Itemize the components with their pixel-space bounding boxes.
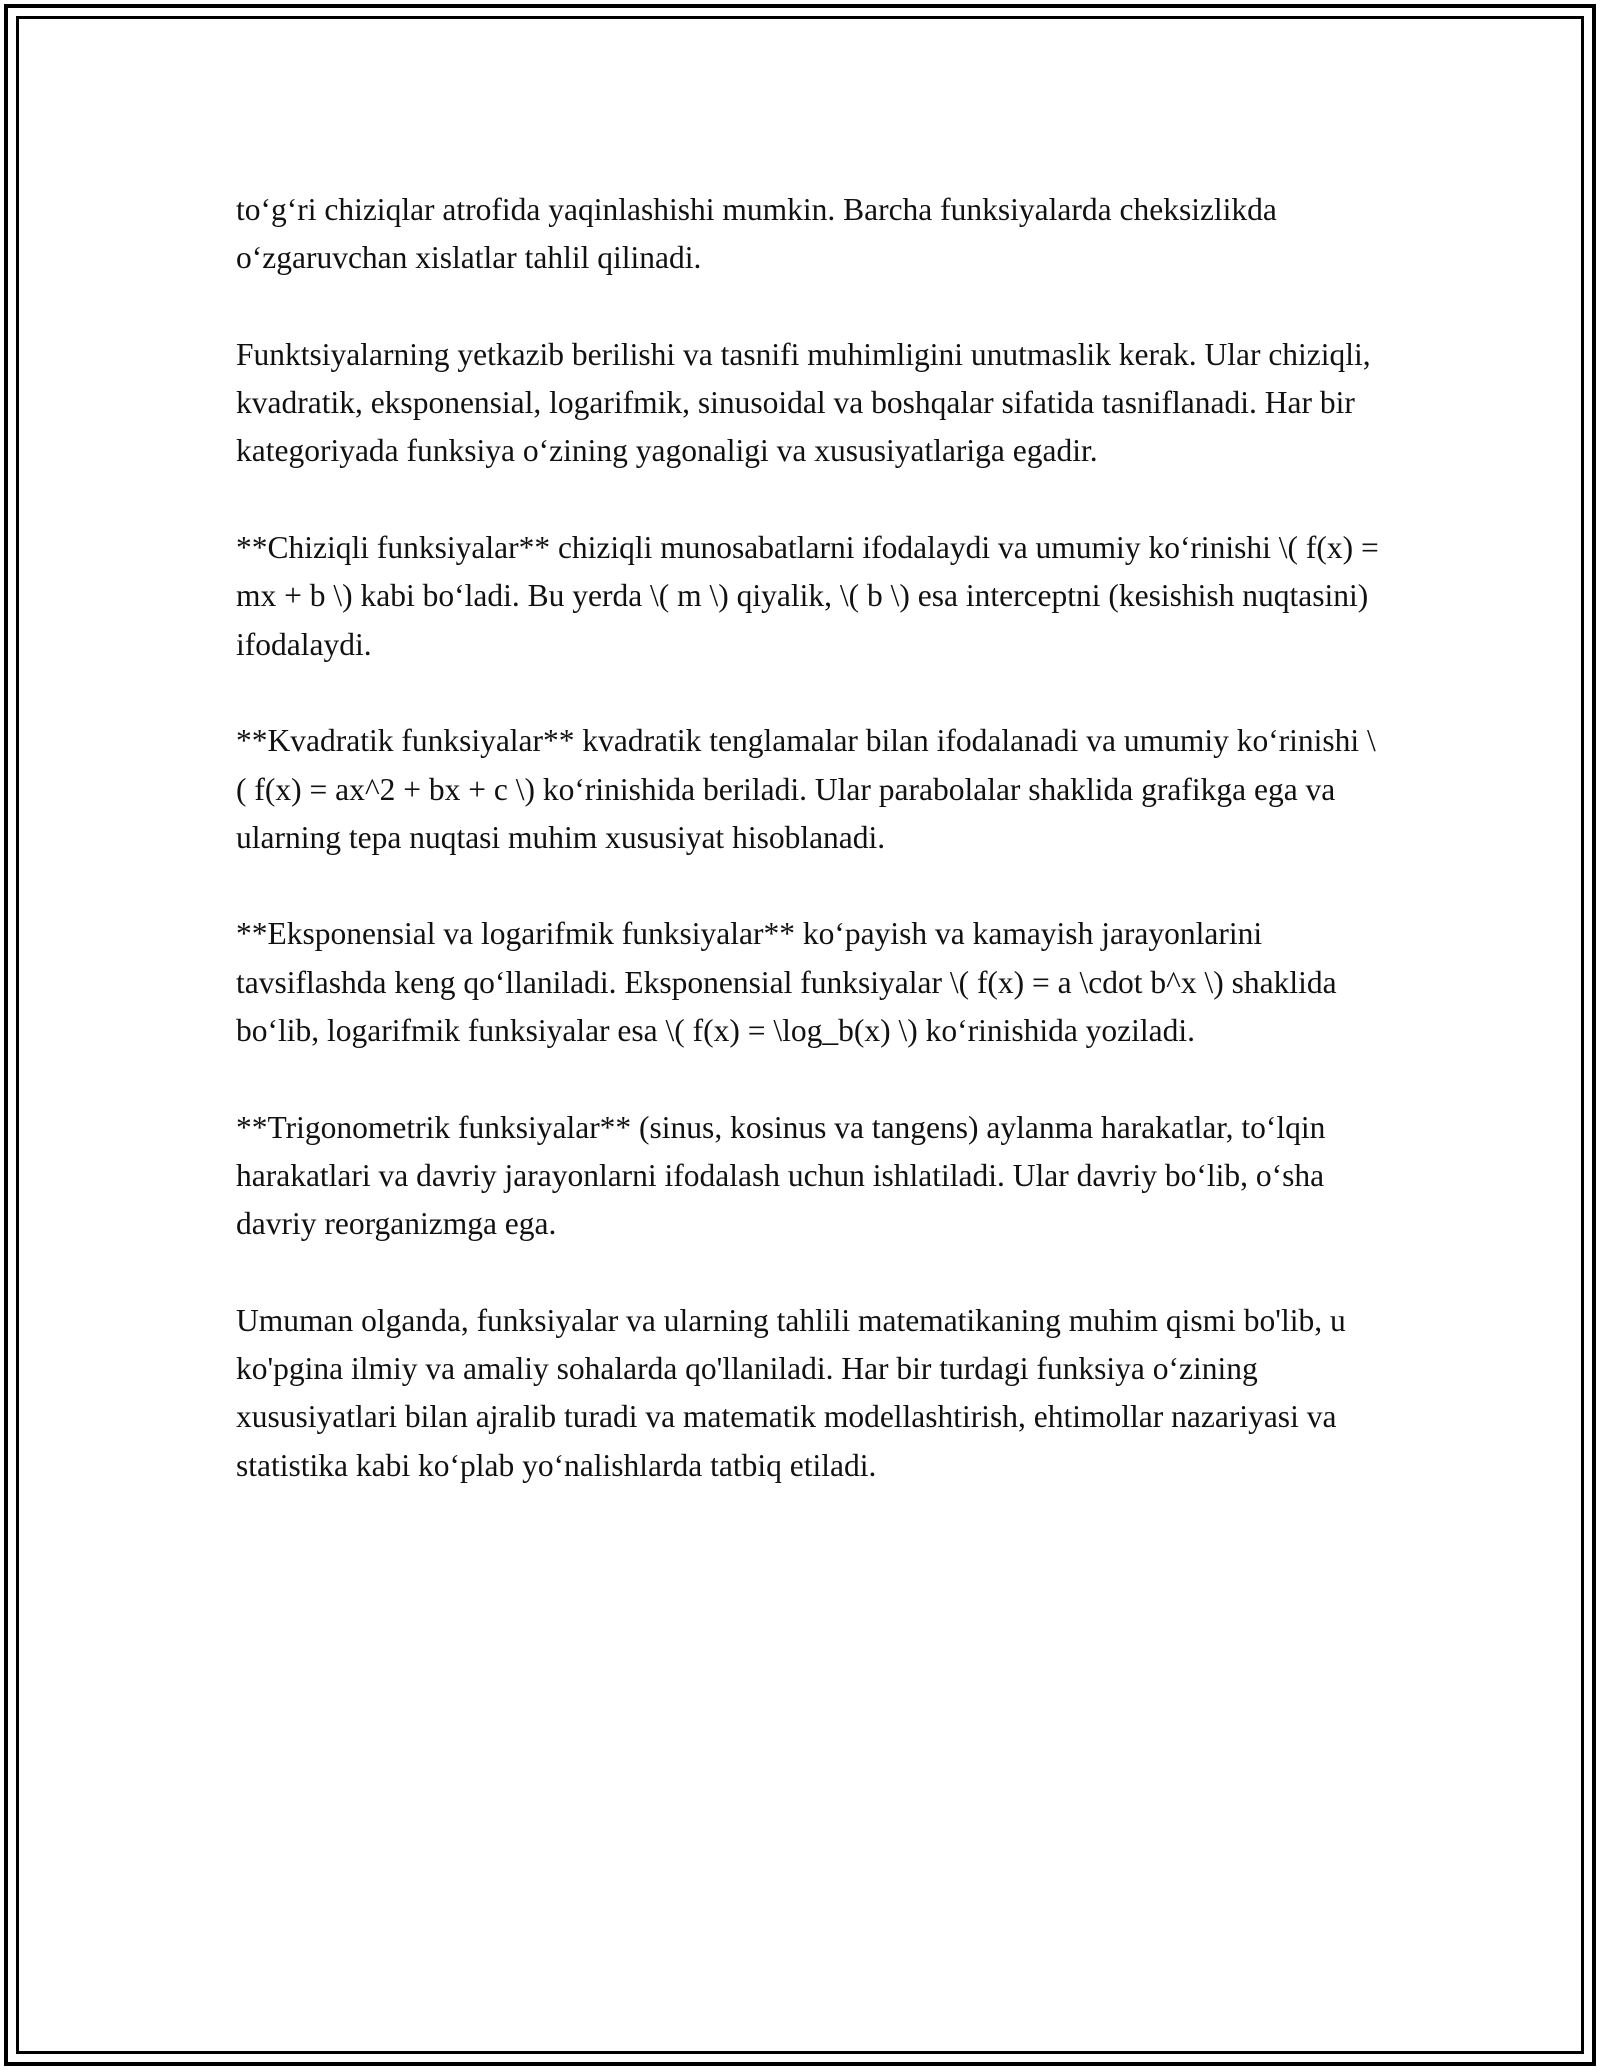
paragraph-quadratic-functions: **Kvadratik funksiyalar** kvadratik tenglamalar bilan ifodalanadi va umumiy ko‘rinishi \( f(x) = ax^2 + bx + c \) ko‘rinishida beriladi. Ular parabolalar shaklida grafikga ega va ularning tepa nuqtasi muhim xususiyat hisoblanadi. bbox=[236, 723, 1376, 855]
document-body bbox=[236, 186, 1386, 1538]
paragraph-conclusion: Umuman olganda, funksiyalar va ularning tahlili matematikaning muhim qismi bo'lib, u ko'pgina ilmiy va amaliy sohalarda qo'llaniladi. Har bir turdagi funksiya o‘zining xususiyatlari bilan ajralib turadi va matematik modellashtirish, ehtimollar nazariyasi va statistika kabi ko‘plab yo‘nalishlarda tatbiq etiladi. bbox=[236, 1302, 1346, 1483]
paragraph-limits: to‘g‘ri chiziqlar atrofida yaqinlashishi mumkin. Barcha funksiyalarda cheksizlikda o‘zgaruvchan xislatlar tahlil qilinadi. bbox=[236, 192, 1277, 276]
paragraph-exponential-logarithmic-functions: **Eksponensial va logarifmik funksiyalar** ko‘payish va kamayish jarayonlarini tavsiflashda keng qo‘llaniladi. Eksponensial funksiyalar \( f(x) = a \cdot b^x \) shaklida bo‘lib, logarifmik funksiyalar esa \( f(x) = \log_b(x) \) ko‘rinishida yoziladi. bbox=[236, 916, 1337, 1049]
paragraph-linear-functions: **Chiziqli funksiyalar** chiziqli munosabatlarni ifodalaydi va umumiy ko‘rinishi \( f(x) = mx + b \) kabi bo‘ladi. Bu yerda \( m \) qiyalik, \( b \) esa interceptni (kesishish nuqtasini) ifodalaydi. bbox=[236, 530, 1379, 662]
paragraph-classification: Funktsiyalarning yetkazib berilishi va tasnifi muhimligini unutmaslik kerak. Ular chiziqli, kvadratik, eksponensial, logarifmik, sinusoidal va boshqalar sifatida tasniflanadi. Har bir kategoriyada funksiya o‘zining yagonaligi va xususiyatlariga egadir. bbox=[236, 336, 1371, 469]
paragraph-trigonometric-functions: **Trigonometrik funksiyalar** (sinus, kosinus va tangens) aylanma harakatlar, to‘lqin harakatlari va davriy jarayonlarni ifodalash uchun ishlatiladi. Ular davriy bo‘lib, o‘sha davriy reorganizmga ega. bbox=[236, 1109, 1326, 1242]
